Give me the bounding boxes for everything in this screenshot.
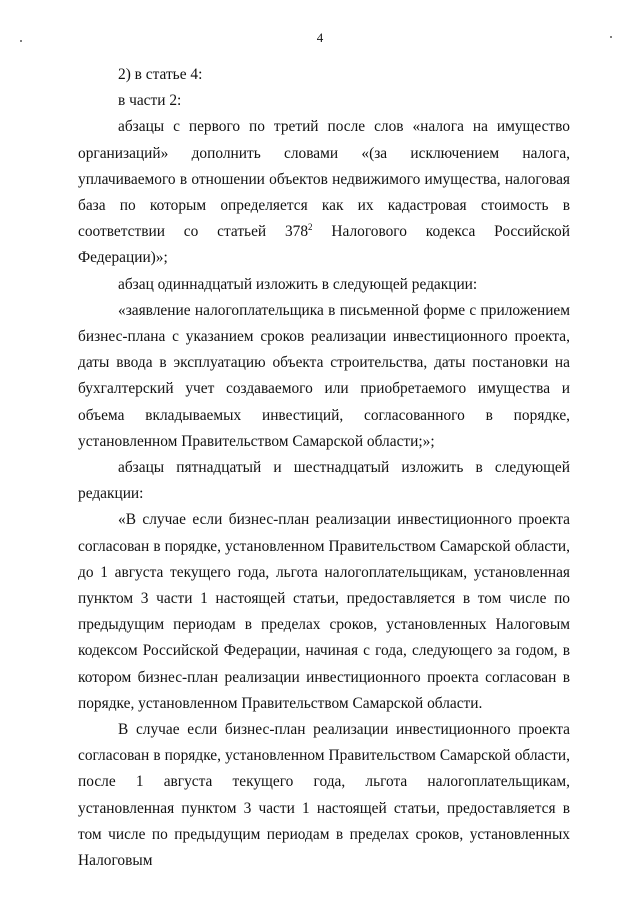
paragraph-quote-3: В случае если бизнес-план реализации инвестиционного проекта согласован в порядке, установленном Правительством Самарской области, после 1 августа текущего года, льгота налогоплательщикам, установленная пунктом 3 части 1 настоящей статьи, предоставляется в том числе по предыдущим периодам в пределах сроков, установленных Налоговым: [78, 721, 570, 870]
paragraph-article-4: 2) в статье 4:: [118, 66, 203, 83]
page-number: 4: [316, 30, 324, 45]
paragraph-quote-1: «заявление налогоплательщика в письменной форме с приложением бизнес-плана с указанием сроков реализации инвестиционного проекта, даты ввода в эксплуатацию объекта строительства, даты постановки на бухгалтерский учет создаваемого или приобретаемого имущества и объема вкладываемых инвестиций, согласованного в порядке, установленном Правительством Самарской области;»;: [78, 301, 570, 450]
paragraph-text-tail: Налогового кодекса Российской Федерации)»;: [78, 223, 570, 267]
superscript: 2: [308, 222, 313, 233]
paragraph-quote-2: «В случае если бизнес-план реализации инвестиционного проекта согласован в порядке, установленном Правительством Самарской области, до 1 августа текущего года, льгота налогоплательщикам, установленная пунктом 3 части 1 настоящей статьи, предоставляется в том числе по предыдущим периодам в пределах сроков, установленных Налоговым кодексом Российской Федерации, начиная с года, следующего за годом, в котором бизнес-план реализации инвестиционного проекта согласован в порядке, установленном Правительством Самарской области.: [78, 511, 570, 712]
scan-speck: [20, 40, 22, 42]
document-body: [78, 62, 570, 874]
paragraph-amendment-2: абзац одиннадцатый изложить в следующей редакции:: [118, 275, 478, 293]
paragraph-part-2: в части 2:: [118, 92, 182, 110]
paragraph-amendment-3: абзацы пятнадцатый и шестнадцатый изложить в следующей редакции:: [78, 459, 570, 503]
paragraph-amendment-1: [78, 114, 570, 271]
paragraph-text: абзацы с первого по третий после слов «налога на имущество организаций» дополнить словами «(за исключением налога, уплачиваемого в отношении объектов недвижимого имущества, налоговая база по которым определяется как их кадастровая стоимость в соответствии со статьей 378: [78, 118, 570, 241]
scan-speck: [610, 36, 612, 38]
